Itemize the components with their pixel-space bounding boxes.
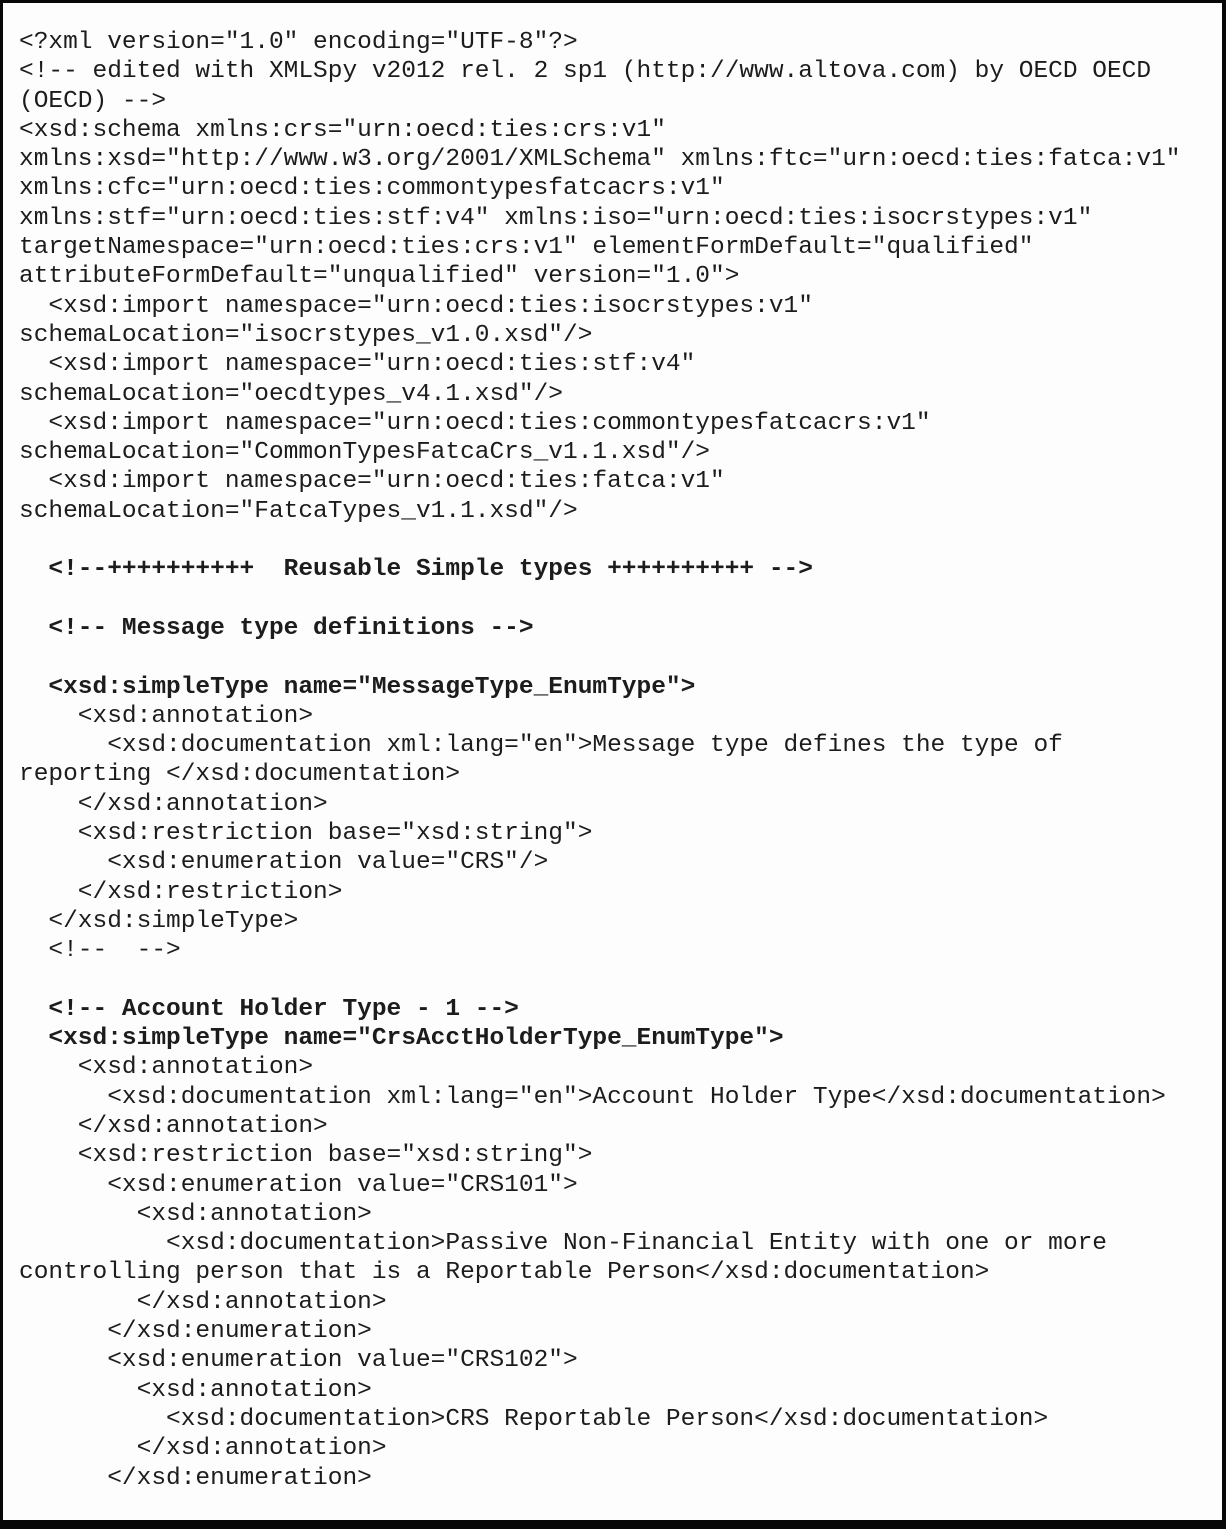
- xml-schema-code-listing: [19, 28, 1214, 1493]
- code-line: controlling person that is a Reportable Person</xsd:documentation>: [19, 1259, 990, 1287]
- code-line: <xsd:documentation xml:lang="en">Account Holder Type</xsd:documentation>: [19, 1083, 1166, 1111]
- code-line: <xsd:enumeration value="CRS102">: [19, 1347, 578, 1375]
- code-line: <xsd:documentation>Passive Non-Financial Entity with one or more: [19, 1230, 1107, 1258]
- code-line: </xsd:annotation>: [19, 1288, 387, 1316]
- code-line: [19, 526, 1214, 555]
- code-line: <xsd:annotation>: [19, 702, 314, 730]
- code-line-emphasis: <xsd:simpleType name="CrsAcctHolderType_EnumType">: [19, 1025, 784, 1053]
- code-line: <xsd:restriction base="xsd:string">: [19, 1142, 593, 1170]
- code-line: <xsd:enumeration value="CRS101">: [19, 1171, 578, 1199]
- code-line: </xsd:annotation>: [19, 1435, 387, 1463]
- code-line: <xsd:annotation>: [19, 1054, 314, 1082]
- code-line: [19, 966, 1214, 995]
- code-line: xmlns:cfc="urn:oecd:ties:commontypesfatcacrs:v1": [19, 175, 725, 203]
- code-line: <xsd:annotation>: [19, 1376, 372, 1404]
- code-line: </xsd:enumeration>: [19, 1464, 372, 1492]
- code-line-emphasis: <!-- Account Holder Type - 1 -->: [19, 995, 519, 1023]
- code-line: </xsd:restriction>: [19, 878, 343, 906]
- code-line-emphasis: <xsd:simpleType name="MessageType_EnumType">: [19, 673, 696, 701]
- code-line: <xsd:import namespace="urn:oecd:ties:fatca:v1": [19, 468, 725, 496]
- code-line: attributeFormDefault="unqualified" version="1.0">: [19, 263, 740, 291]
- code-line: <xsd:import namespace="urn:oecd:ties:commontypesfatcacrs:v1": [19, 409, 931, 437]
- code-line: <?xml version="1.0" encoding="UTF-8"?>: [19, 29, 578, 56]
- code-line: schemaLocation="FatcaTypes_v1.1.xsd"/>: [19, 497, 578, 525]
- code-line: </xsd:annotation>: [19, 790, 328, 818]
- code-line: <xsd:import namespace="urn:oecd:ties:isocrstypes:v1": [19, 292, 813, 320]
- code-line: xmlns:stf="urn:oecd:ties:stf:v4" xmlns:iso="urn:oecd:ties:isocrstypes:v1": [19, 204, 1093, 232]
- code-line: targetNamespace="urn:oecd:ties:crs:v1" elementFormDefault="qualified": [19, 234, 1034, 262]
- code-line: </xsd:enumeration>: [19, 1318, 372, 1346]
- code-line-emphasis: <!-- Message type definitions -->: [19, 614, 534, 642]
- code-line: schemaLocation="CommonTypesFatcaCrs_v1.1.xsd"/>: [19, 439, 711, 467]
- code-line: schemaLocation="isocrstypes_v1.0.xsd"/>: [19, 321, 593, 349]
- code-line: <xsd:enumeration value="CRS"/>: [19, 849, 549, 877]
- code-line: <xsd:documentation>CRS Reportable Person</xsd:documentation>: [19, 1405, 1049, 1433]
- code-line: (OECD) -->: [19, 87, 167, 115]
- code-line: schemaLocation="oecdtypes_v4.1.xsd"/>: [19, 380, 563, 408]
- code-line: </xsd:annotation>: [19, 1112, 328, 1140]
- code-line: <xsd:documentation xml:lang="en">Message type defines the type of: [19, 732, 1063, 760]
- code-line: <!-- -->: [19, 937, 181, 965]
- code-line: <xsd:annotation>: [19, 1200, 372, 1228]
- code-line: <!-- edited with XMLSpy v2012 rel. 2 sp1 (http://www.altova.com) by OECD OECD: [19, 58, 1152, 86]
- code-line: reporting </xsd:documentation>: [19, 761, 461, 789]
- code-line: <xsd:restriction base="xsd:string">: [19, 820, 593, 848]
- code-line: xmlns:xsd="http://www.w3.org/2001/XMLSchema" xmlns:ftc="urn:oecd:ties:fatca:v1": [19, 146, 1181, 174]
- code-line: [19, 585, 1214, 614]
- code-line: [19, 643, 1214, 672]
- code-line-emphasis: <!--++++++++++ Reusable Simple types ++++++++++ -->: [19, 556, 813, 584]
- code-line: </xsd:simpleType>: [19, 907, 299, 935]
- code-line: <xsd:schema xmlns:crs="urn:oecd:ties:crs:v1": [19, 116, 666, 144]
- code-line: <xsd:import namespace="urn:oecd:ties:stf:v4": [19, 351, 696, 379]
